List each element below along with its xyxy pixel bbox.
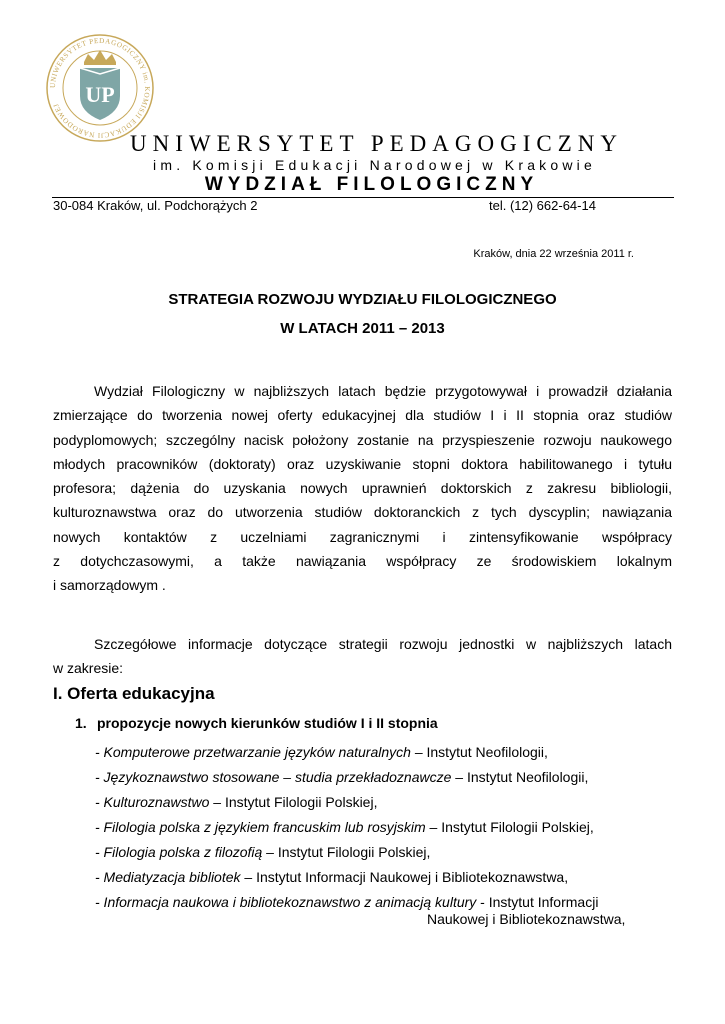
list-item	[95, 765, 625, 790]
section-heading: I. Oferta edukacyjna	[53, 684, 215, 703]
paragraph-line: kulturoznawstwa oraz do utworzenia studiów doktoranckich z tych dyscyplin; nawiązania	[53, 504, 672, 521]
program-unit: - Instytut Informacji	[476, 894, 599, 910]
program-unit: – Instytut Filologii Polskiej,	[209, 794, 378, 810]
intro-paragraph	[53, 379, 672, 598]
program-name: - Mediatyzacja bibliotek	[95, 869, 241, 885]
university-name: UNIWERSYTET PEDAGOGICZNY	[129, 131, 624, 156]
program-name: - Filologia polska z filozofią	[95, 844, 263, 860]
seal-ring-text: UNIWERSYTET PEDAGOGICZNY im. KOMISJI EDUKACJI NARODOWEJ	[48, 36, 152, 140]
program-name: - Językoznawstwo stosowane – studia przekładoznawcze	[95, 769, 452, 785]
paragraph-line: z dotychczasowymi, a także nawiązania współpracy ze środowiskiem lokalnym	[53, 553, 672, 570]
programs-list	[95, 740, 625, 928]
program-unit: – Instytut Filologii Polskiej,	[262, 844, 431, 860]
list-item	[95, 790, 625, 815]
document-title-line2: W LATACH 2011 – 2013	[280, 320, 445, 337]
subsection-title: propozycje nowych kierunków studiów I i II stopnia	[97, 715, 438, 731]
faculty-phone: tel. (12) 662-64-14	[489, 198, 596, 213]
paragraph-line: nowych kontaktów z uczelniami zagranicznymi i zintensyfikowanie współpracy	[53, 528, 672, 545]
paragraph-line: i samorządowym .	[53, 577, 166, 594]
program-unit: – Instytut Informacji Naukowej i Bibliotekoznawstwa,	[240, 869, 569, 885]
paragraph-line: w zakresie:	[53, 660, 124, 677]
list-item	[95, 840, 625, 865]
faculty-name: WYDZIAŁ FILOLOGICZNY	[204, 174, 539, 195]
program-unit: – Instytut Filologii Polskiej,	[425, 819, 594, 835]
list-item	[95, 815, 625, 840]
list-item	[95, 865, 625, 890]
subsection-number: 1.	[75, 715, 87, 731]
university-subtitle: im. Komisji Edukacji Narodowej w Krakowie	[153, 157, 596, 173]
university-seal-logo	[44, 32, 156, 144]
list-item	[95, 740, 625, 765]
program-unit: – Instytut Neofilologii,	[410, 744, 548, 760]
seal-monogram: UP	[85, 82, 115, 107]
program-name: - Informacja naukowa i bibliotekoznawstwo z animacją kultury	[95, 894, 477, 910]
document-date: Kraków, dnia 22 września 2011 r.	[473, 248, 634, 260]
program-unit: – Instytut Neofilologii,	[451, 769, 589, 785]
program-name: - Filologia polska z językiem francuskim lub rosyjskim	[95, 819, 426, 835]
paragraph-line: Szczegółowe informacje dotyczące strategii rozwoju jednostki w najbliższych latach	[94, 636, 672, 652]
paragraph-line: Wydział Filologiczny w najbliższych latach będzie przygotowywał i prowadził działania	[94, 383, 672, 399]
paragraph-line: profesora; dążenia do uzyskania nowych uprawnień doktorskich z zakresu bibliologii,	[53, 480, 672, 497]
list-item-continuation: Naukowej i Bibliotekoznawstwa,	[427, 911, 626, 927]
faculty-address: 30-084 Kraków, ul. Podchorążych 2	[53, 198, 258, 213]
paragraph-line: zmierzające do tworzenia nowej oferty edukacyjnej dla studiów I i II stopnia oraz studiów	[53, 407, 672, 424]
program-name: - Komputerowe przetwarzanie języków naturalnych	[95, 744, 411, 760]
paragraph-line: młodych pracowników (doktoraty) oraz uzyskiwanie stopni doktora habilitowanego i tytułu	[53, 455, 672, 472]
document-title-line1: STRATEGIA ROZWOJU WYDZIAŁU FILOLOGICZNEGO	[168, 291, 557, 308]
details-paragraph	[53, 632, 672, 681]
program-name: - Kulturoznawstwo	[95, 794, 210, 810]
paragraph-line: podyplomowych; szczególny nacisk położony zostanie na przyspieszenie rozwoju naukowego	[53, 431, 672, 448]
subsection-heading	[75, 715, 438, 731]
